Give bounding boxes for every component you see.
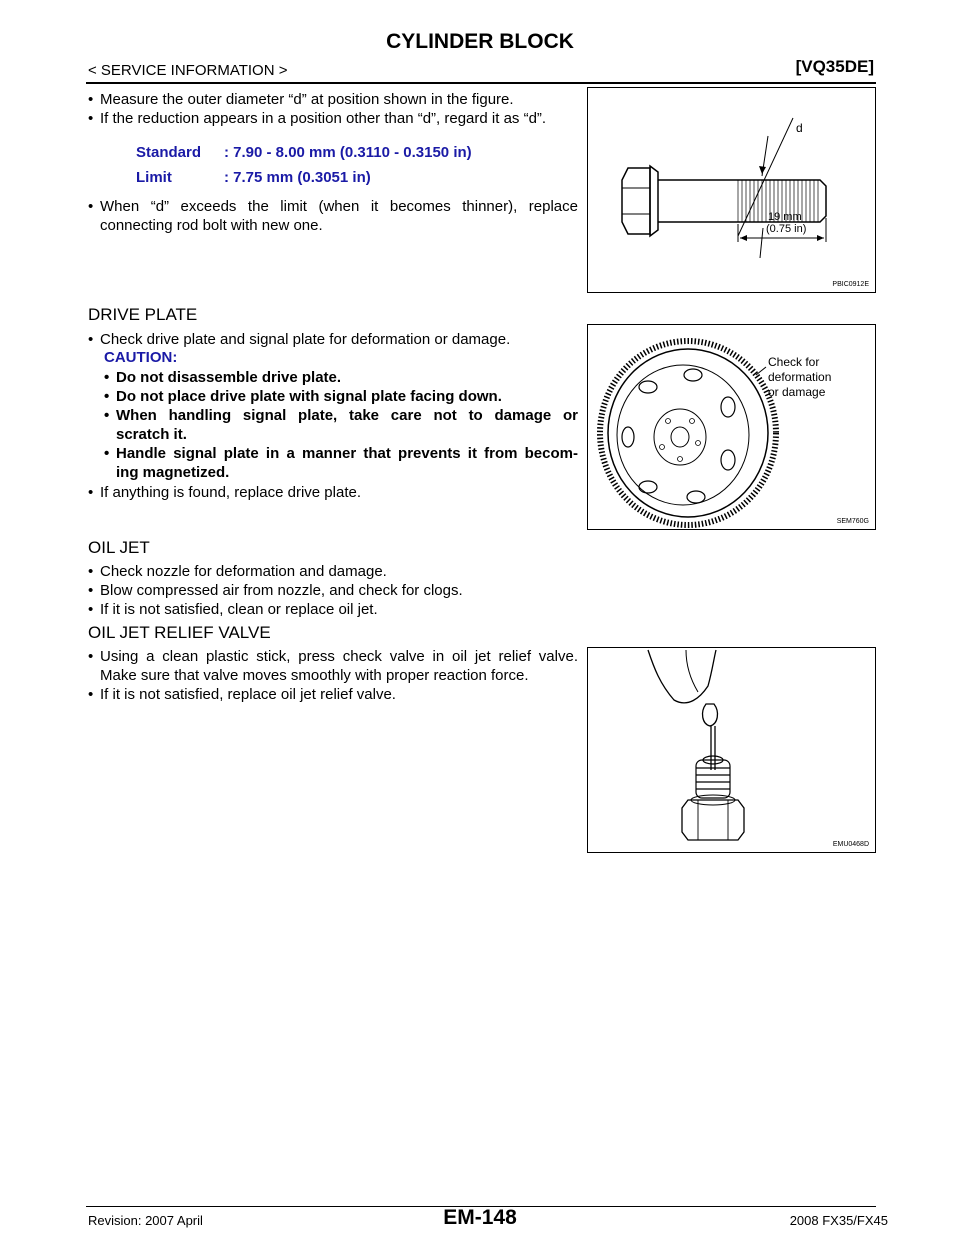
caution-item-2: • Do not place drive plate with signal plate facing down. xyxy=(104,388,502,405)
drive-plate-heading: DRIVE PLATE xyxy=(88,305,198,324)
figure-code: EMU0468D xyxy=(832,841,869,848)
footer-model: 2008 FX35/FX45 xyxy=(789,1213,888,1228)
bolt-bullet-2: • If the reduction appears in a position other than “d”, regard it as “d”. xyxy=(88,110,547,127)
bolt-figure xyxy=(587,87,876,293)
bolt-bullet-1: • Measure the outer diameter “d” at position shown in the figure. xyxy=(88,91,514,108)
caution-item-4: • Handle signal plate in a manner that prevents it from becom- ing magnetized. xyxy=(104,445,578,481)
footer-page-number: EM-148 xyxy=(443,1206,517,1229)
section-label: < SERVICE INFORMATION > xyxy=(88,62,288,79)
spec-limit-value: : 7.75 mm (0.3051 in) xyxy=(224,169,371,186)
spec-standard-value: : 7.90 - 8.00 mm (0.3110 - 0.3150 in) xyxy=(224,144,472,161)
callout-line-1: Check for xyxy=(768,355,820,369)
caution-item-3: • When handling signal plate, take care not to damage or scratch it. xyxy=(104,407,578,443)
figure-code: SEM760G xyxy=(836,518,869,525)
spec-limit-label: Limit xyxy=(136,169,172,186)
relief-valve-bullet-1: • Using a clean plastic stick, press check valve in oil jet relief valve. Make sure that valve moves smoothly with proper reaction force. xyxy=(88,648,578,684)
relief-valve-bullet-2: • If it is not satisfied, replace oil jet relief valve. xyxy=(88,686,396,703)
drive-plate-bullet-1: • Check drive plate and signal plate for deformation or damage. xyxy=(88,331,511,348)
oil-jet-bullet-1: • Check nozzle for deformation and damage. xyxy=(88,563,387,580)
relief-valve-figure xyxy=(587,647,876,853)
relief-valve-illustration xyxy=(588,648,875,852)
fig-label-mm-text: 19 mm xyxy=(768,211,802,223)
oil-jet-bullet-3: • If it is not satisfied, clean or replace oil jet. xyxy=(88,601,378,618)
footer-revision: Revision: 2007 April xyxy=(88,1213,203,1228)
drive-plate-illustration xyxy=(588,325,875,529)
drive-plate-callout xyxy=(768,355,831,400)
callout-line-2: deformation xyxy=(768,370,832,384)
oil-jet-bullet-2: • Blow compressed air from nozzle, and check for clogs. xyxy=(88,582,463,599)
bolt-bullet-3: • When “d” exceeds the limit (when it becomes thinner), replace connecting rod bolt with new one. xyxy=(88,198,578,234)
oil-jet-heading: OIL JET xyxy=(88,538,150,557)
drive-plate-figure xyxy=(587,324,876,530)
caution-item-1: • Do not disassemble drive plate. xyxy=(104,369,342,386)
fig-label-in-text: (0.75 in) xyxy=(766,223,807,235)
page-title: CYLINDER BLOCK xyxy=(386,30,574,53)
fig-label-d: d xyxy=(796,121,803,135)
bolt-illustration xyxy=(588,88,875,292)
relief-valve-heading: OIL JET RELIEF VALVE xyxy=(88,623,271,642)
callout-line-3: or damage xyxy=(768,385,826,399)
drive-plate-bullet-2: • If anything is found, replace drive plate. xyxy=(88,484,361,501)
header-rule xyxy=(86,82,876,84)
figure-code: PBIC0912E xyxy=(832,281,869,288)
engine-label: [VQ35DE] xyxy=(795,57,874,76)
caution-label: CAUTION: xyxy=(104,349,178,366)
spec-standard-label: Standard xyxy=(136,144,202,161)
